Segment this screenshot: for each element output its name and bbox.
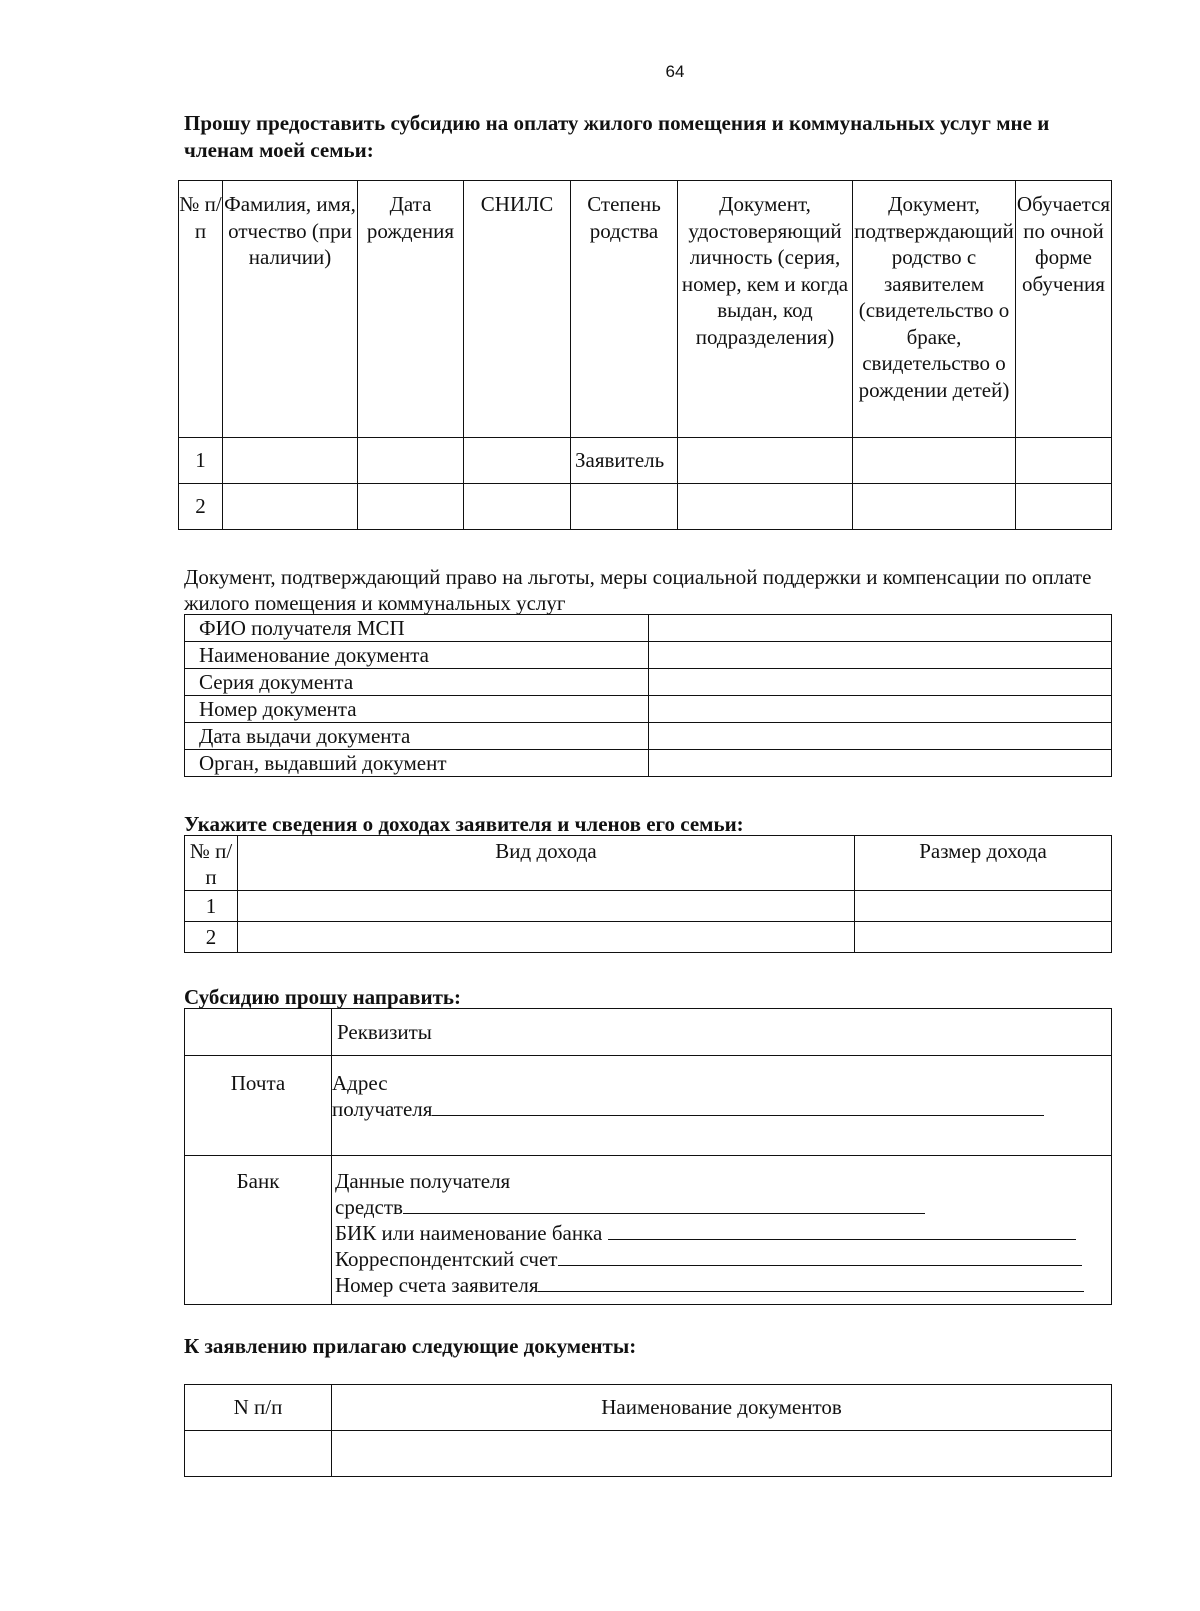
bank-funds-label: средств <box>335 1195 403 1219</box>
header-num: N п/п <box>185 1385 332 1431</box>
benefit-field-value[interactable] <box>649 723 1112 750</box>
header-income-amount: Размер дохода <box>855 836 1112 891</box>
table-row <box>185 1431 1112 1477</box>
snils-cell[interactable] <box>464 438 571 484</box>
benefit-field-value[interactable] <box>649 615 1112 642</box>
study-cell[interactable] <box>1016 484 1112 530</box>
id-document-cell[interactable] <box>678 484 853 530</box>
relation-cell: Заявитель <box>571 438 678 484</box>
row-number: 1 <box>179 438 223 484</box>
benefit-field-label: Серия документа <box>185 669 649 696</box>
mail-label: Почта <box>185 1056 332 1156</box>
header-kinship-document: Документ, подтверждающий родство с заявителем (свидетельство о браке, свидетельство о рождении детей) <box>853 181 1016 438</box>
row-number: 2 <box>185 922 238 953</box>
table-row <box>179 438 1112 484</box>
benefit-field-value[interactable] <box>649 750 1112 777</box>
attachment-name-cell[interactable] <box>332 1431 1112 1477</box>
income-heading: Укажите сведения о доходах заявителя и членов его семьи: <box>184 812 744 836</box>
table-row <box>185 669 1112 696</box>
header-birth-date: Дата рождения <box>358 181 464 438</box>
table-row <box>185 723 1112 750</box>
row-number: 2 <box>179 484 223 530</box>
benefit-field-label: Номер документа <box>185 696 649 723</box>
full-name-cell[interactable] <box>223 438 358 484</box>
income-table <box>184 835 1112 953</box>
header-full-time-study: Обучается по очной форме обучения <box>1016 181 1112 438</box>
account-label: Номер счета заявителя <box>335 1273 539 1297</box>
table-row <box>185 922 1112 953</box>
benefit-doc-table <box>184 614 1112 777</box>
benefit-field-label: Наименование документа <box>185 642 649 669</box>
bik-label: БИК или наименование банка <box>335 1221 603 1245</box>
page-number: 64 <box>665 62 685 81</box>
header-num: № п/п <box>185 836 238 891</box>
header-id-document: Документ, удостоверяющий личность (серия, номер, кем и когда выдан, код подразделения) <box>678 181 853 438</box>
requisites-header: Реквизиты <box>332 1009 1112 1056</box>
header-num: № п/п <box>179 181 223 438</box>
attachment-num-cell[interactable] <box>185 1431 332 1477</box>
mail-recipient-label: получателя <box>332 1097 433 1121</box>
family-table <box>178 180 1112 530</box>
snils-cell[interactable] <box>464 484 571 530</box>
bank-recipient-field[interactable] <box>403 1195 925 1214</box>
benefit-field-value[interactable] <box>649 696 1112 723</box>
relation-cell[interactable] <box>571 484 678 530</box>
bik-field[interactable] <box>608 1221 1076 1240</box>
table-row <box>185 642 1112 669</box>
benefit-field-label: Орган, выдавший документ <box>185 750 649 777</box>
subsidy-heading: Субсидию прошу направить: <box>184 985 462 1009</box>
table-row <box>185 696 1112 723</box>
corr-account-label: Корреспондентский счет <box>335 1247 558 1271</box>
table-row <box>185 615 1112 642</box>
benefit-field-label: ФИО получателя МСП <box>185 615 649 642</box>
mail-address-label: Адрес <box>332 1071 388 1095</box>
benefit-field-value[interactable] <box>649 669 1112 696</box>
income-amount-cell[interactable] <box>855 891 1112 922</box>
benefit-field-label: Дата выдачи документа <box>185 723 649 750</box>
income-amount-cell[interactable] <box>855 922 1112 953</box>
attachments-table <box>184 1384 1112 1477</box>
study-cell[interactable] <box>1016 438 1112 484</box>
kinship-document-cell[interactable] <box>853 438 1016 484</box>
corr-account-field[interactable] <box>558 1247 1082 1266</box>
table-row <box>179 484 1112 530</box>
full-name-cell[interactable] <box>223 484 358 530</box>
header-income-type: Вид дохода <box>238 836 855 891</box>
header-full-name: Фамилия, имя, отчество (при наличии) <box>223 181 358 438</box>
table-row <box>185 750 1112 777</box>
account-field[interactable] <box>538 1273 1084 1292</box>
attachments-heading: К заявлению прилагаю следующие документы: <box>184 1334 637 1358</box>
income-type-cell[interactable] <box>238 891 855 922</box>
header-snils: СНИЛС <box>464 181 571 438</box>
bank-recipient-label: Данные получателя <box>335 1169 511 1193</box>
kinship-document-cell[interactable] <box>853 484 1016 530</box>
row-number: 1 <box>185 891 238 922</box>
benefit-field-value[interactable] <box>649 642 1112 669</box>
birth-date-cell[interactable] <box>358 438 464 484</box>
birth-date-cell[interactable] <box>358 484 464 530</box>
page-heading: Прошу предоставить субсидию на оплату жилого помещения и коммунальных услуг мне и членам моей семьи: <box>184 111 1050 162</box>
mail-address-field[interactable] <box>432 1097 1044 1116</box>
subsidy-table <box>184 1008 1112 1305</box>
id-document-cell[interactable] <box>678 438 853 484</box>
table-row <box>185 891 1112 922</box>
header-document-name: Наименование документов <box>332 1385 1112 1431</box>
income-type-cell[interactable] <box>238 922 855 953</box>
header-relation: Степень родства <box>571 181 678 438</box>
benefit-doc-caption: Документ, подтверждающий право на льготы, меры социальной поддержки и компенсации по оплате жилого помещения и коммунальных услуг <box>184 565 1092 615</box>
bank-label: Банк <box>185 1156 332 1305</box>
